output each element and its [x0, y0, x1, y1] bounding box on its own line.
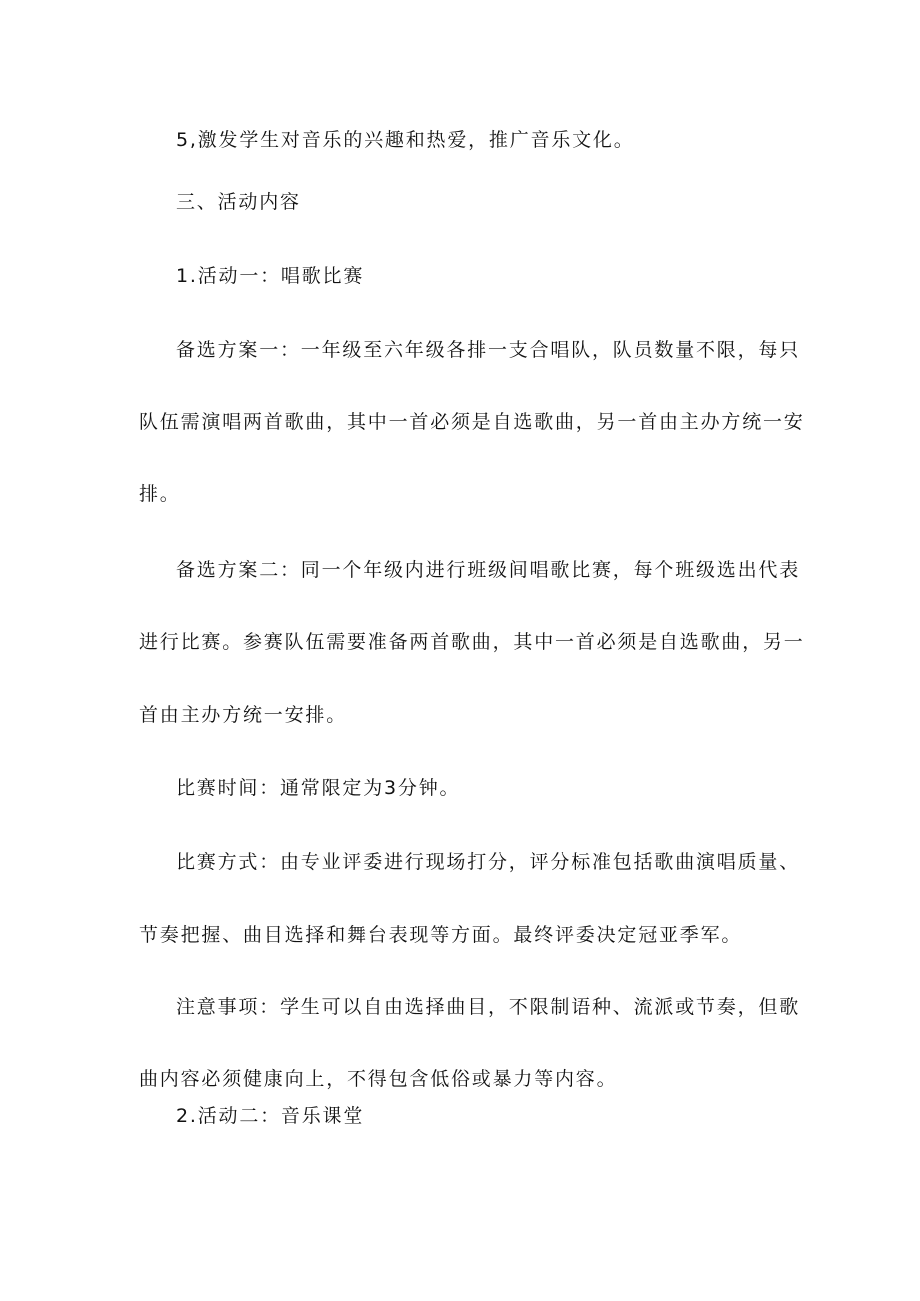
notes-line-1: 注意事项：学生可以自由选择曲目，不限制语种、流派或节奏，但歌	[176, 996, 801, 1018]
section-3-heading: 三、活动内容	[176, 191, 301, 213]
option-2-line-3: 首由主办方统一安排。	[139, 704, 348, 726]
duration-line-1: 比赛时间：通常限定为3分钟。	[176, 777, 461, 799]
option-1-line-3: 排。	[139, 483, 181, 505]
activity-1-heading: 1.活动一：唱歌比赛	[176, 265, 365, 287]
option-1-line-1: 备选方案一：一年级至六年级各排一支合唱队，队员数量不限，每只	[176, 339, 801, 361]
goal-5-line-1: 5,激发学生对音乐的兴趣和热爱，推广音乐文化。	[176, 129, 635, 151]
method-line-2: 节奏把握、曲目选择和舞台表现等方面。最终评委决定冠亚季军。	[139, 924, 743, 946]
option-2-line-1: 备选方案二：同一个年级内进行班级间唱歌比赛，每个班级选出代表	[176, 559, 801, 581]
method-line-1: 比赛方式：由专业评委进行现场打分，评分标准包括歌曲演唱质量、	[176, 851, 801, 873]
activity-2-heading: 2.活动二：音乐课堂	[176, 1105, 365, 1127]
option-1-line-2: 队伍需演唱两首歌曲，其中一首必须是自选歌曲，另一首由主办方统一安	[139, 411, 805, 433]
option-2-line-2: 进行比赛。参赛队伍需要准备两首歌曲，其中一首必须是自选歌曲，另一	[139, 631, 805, 653]
notes-line-2: 曲内容必须健康向上，不得包含低俗或暴力等内容。	[139, 1068, 618, 1090]
